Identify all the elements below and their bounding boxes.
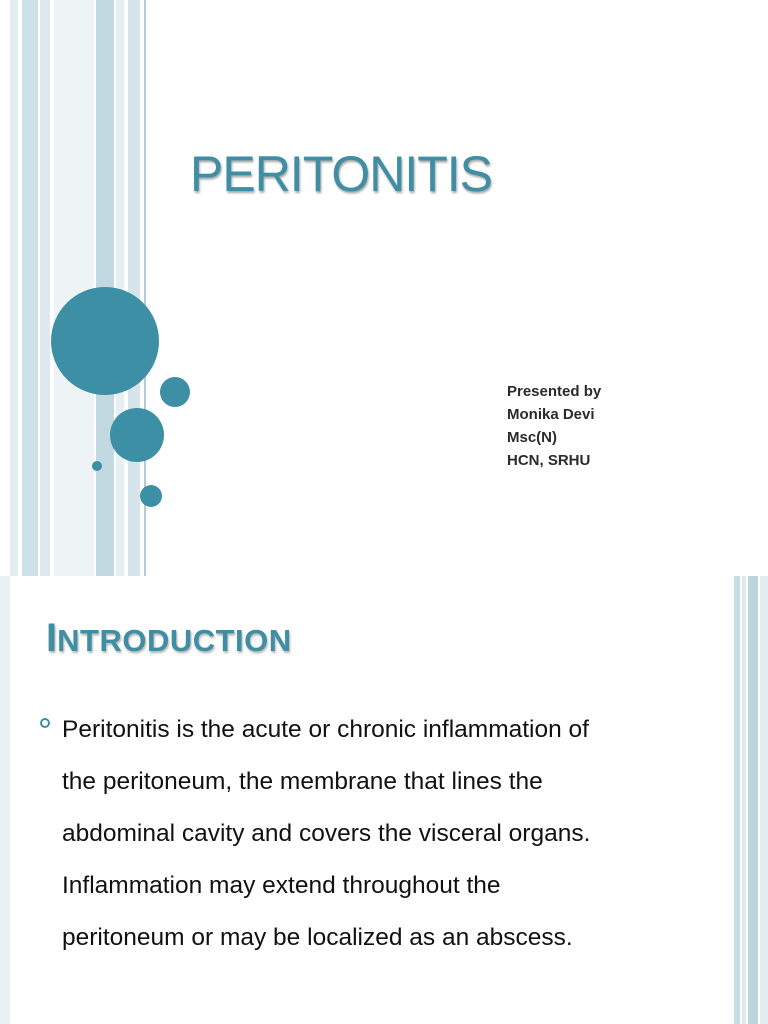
slide-heading	[46, 618, 292, 658]
introduction-slide	[0, 576, 768, 1024]
tiny-circle-decoration	[92, 461, 102, 471]
bullet-line: abdominal cavity and covers the visceral organs.	[62, 820, 591, 847]
presenter-label: Presented by	[507, 383, 602, 400]
presenter-info	[507, 380, 601, 472]
stripe	[760, 576, 768, 1024]
bullet-line: Peritonitis is the acute or chronic inflammation of	[62, 716, 589, 743]
heading-rest: NTRODUCTION	[57, 623, 292, 658]
stripe	[734, 576, 740, 1024]
stripe	[40, 0, 50, 576]
bullet-line: Inflammation may extend throughout the	[62, 872, 501, 899]
stripe	[10, 0, 18, 576]
stripe	[0, 576, 10, 1024]
presenter-institution: HCN, SRHU	[507, 452, 591, 469]
bullet-line: peritoneum or may be localized as an abscess.	[62, 924, 573, 951]
stripe	[22, 0, 38, 576]
medium-circle-decoration	[110, 408, 164, 462]
stripe	[54, 0, 94, 576]
bullet-text	[62, 704, 727, 964]
heading-initial: I	[46, 616, 58, 660]
stripe	[748, 576, 758, 1024]
slide-title: PERITONITIS	[190, 146, 493, 202]
large-circle-decoration	[51, 287, 159, 395]
stripe	[742, 576, 746, 1024]
bullet-line: the peritoneum, the membrane that lines the	[62, 768, 543, 795]
small-circle-decoration	[160, 377, 190, 407]
stripe	[128, 0, 140, 576]
small-circle-decoration	[140, 485, 162, 507]
presenter-name: Monika Devi	[507, 406, 595, 423]
hollow-circle-bullet-icon	[40, 718, 50, 728]
presenter-degree: Msc(N)	[507, 429, 558, 446]
decorative-side-stripes	[0, 0, 160, 576]
